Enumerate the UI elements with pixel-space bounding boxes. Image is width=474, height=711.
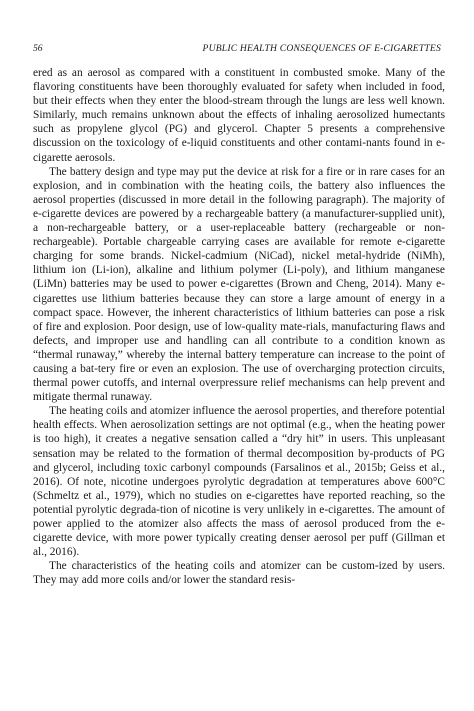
running-title: PUBLIC HEALTH CONSEQUENCES OF E-CIGARETTES [202,43,441,54]
running-header [33,42,441,56]
page-number: 56 [33,43,43,54]
paragraph-continued: ered as an aerosol as compared with a constituent in combusted smoke. Many of the flavoring constituents have been thoroughly evaluated for safety when included in food, but their effects when they enter the blood-stream through the lungs are less well known. Similarly, much remains unknown about the effects of inhaling aerosolized humectants such as propylene glycol (PG) and glycerol. Chapter 5 presents a comprehensive discussion on the toxicology of e-liquid constituents and other contami-nants found in e-cigarette aerosols. [33,67,445,164]
paragraph-customization: The characteristics of the heating coils and atomizer can be custom-ized by users. They may add more coils and/or lower the standard resis- [33,560,445,587]
body-text [33,66,445,587]
paragraph-battery: The battery design and type may put the device at risk for a fire or in rare cases for an explosion, and in combination with the heating coils, the battery also influences the aerosol properties (discussed in more detail in the following paragraph). The majority of e-cigarette devices are powered by a rechargeable battery (a manufacturer-supplied unit), a non-rechargeable battery, or a user-replaceable battery (rechargeable or non-rechargeable). Portable chargeable carrying cases are available for remote e-cigarette charging for some brands. Nickel-cadmium (NiCad), nickel metal-hydride (NiMh), lithium ion (Li-ion), alkaline and lithium polymer (Li-poly), and lithium manganese (LiMn) batteries may be used to power e-cigarettes (Brown and Cheng, 2014). Many e-cigarettes use lithium batteries because they can store a large amount of energy in a compact space. However, the inherent characteristics of lithium batteries can pose a risk of fire and explosion. Poor design, use of low-quality mate-rials, manufacturing flaws and defects, and improper use and handling can all contribute to a condition known as “thermal runaway,” whereby the internal battery temperature can increase to the point of causing a bat-tery fire or even an explosion. The use of overcharging protection circuits, thermal power cutoffs, and internal overpressure relief mechanisms can help prevent and mitigate thermal runaway. [33,165,445,404]
paragraph-heating-coils: The heating coils and atomizer influence the aerosol properties, and therefore potential health effects. When aerosolization settings are not optimal (e.g., when the heating power is too high), it creates a negative sensation called a “dry hit” in users. This unpleasant sensation may be related to the formation of thermal decomposition by-products of PG and glycerol, including toxic carbonyl compounds (Farsalinos et al., 2015b; Geiss et al., 2016). Of note, nicotine undergoes pyrolytic degradation at temperatures above 600°C (Schmeltz et al., 1979), which no studies on e-cigarettes have reported reaching, so the potential pyrolytic degrada-tion of nicotine is very unlikely in e-cigarettes. The amount of power applied to the atomizer also affects the mass of aerosol produced from the e-cigarette device, with more power typically creating denser aerosol per puff (Gillman et al., 2016). [33,405,445,559]
